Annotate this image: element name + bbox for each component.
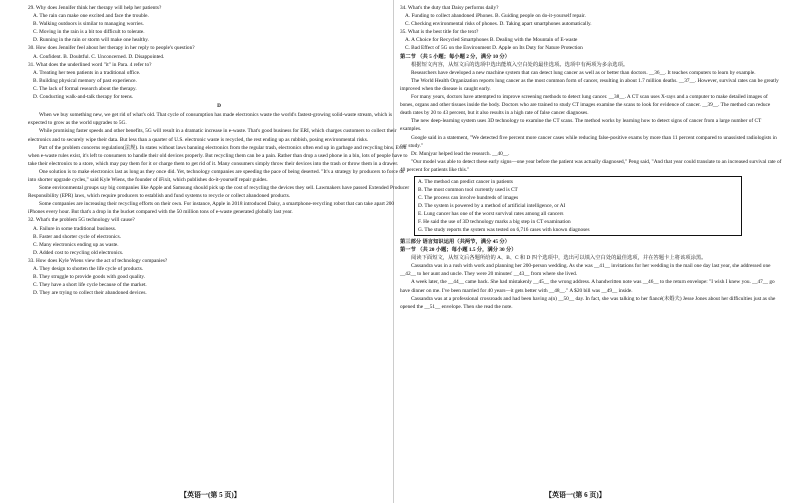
right-upper-line: 第二节 （共 5 小题；每小题 2 分，满分 10 分） [400, 53, 510, 60]
right-lower-line: 第一节 （共 20 小题；每小题 1.5 分，满分 30 分） [400, 247, 517, 254]
option-item: C. The process can involve hundreds of images [418, 194, 519, 201]
left-line: 30. How does Jennifer feel about her therapy in her reply to people's question? [28, 45, 195, 52]
left-page-column [28, 4, 410, 297]
options-box [414, 176, 742, 236]
right-lower-line: 第三部分 语言知识运用（共两节，满分 45 分） [400, 238, 510, 245]
right-upper-line: C. Checking environmental risks of phones. D. Taking apart smartphones automatically. [405, 21, 592, 28]
left-line: 31. What does the underlined word "it" in Para. 4 refer to? [28, 61, 152, 68]
left-line: 32. What's the problem 5G technology will cause? [28, 217, 135, 224]
left-line: B. Faster and shorter cycle of electronics. [33, 233, 121, 240]
left-line: 33. How does Kyle Wiens view the act of technology companies? [28, 257, 168, 264]
right-upper-line: For many years, doctors have attempted to improve screening methods to detect lung cancer. __38__. A CT scan uses X-rays and a computer to make detailed images of bones, organs and other tissues inside the body. Doctors who are trained to study CT images examine the scans to look for evidence of cancer. __39__. The method can reduce death rates by 20 to 43 percent, but it also results in a high rate of false cancer diagnoses. [400, 94, 771, 117]
left-line: C. The lack of formal research about the therapy. [33, 85, 137, 92]
right-upper-line: Dr. Munjyar helped lead the research. __40__. [411, 150, 510, 157]
left-line: Some environmental groups say big companies like Apple and Samsung should pick up the cost of recycling the devices they sell. Lawmakers have passed Extended Producer Responsibility (EPR) laws, which require producers to establish and fund systems to recycle or collect abandoned products. [28, 185, 410, 200]
right-lower-line: 阅读下面短文，从短文后各题所给的 A、B、C 和 D 四个选项中，选出可以填入空白处的最佳选项，并在答题卡上将该项涂黑。 [411, 255, 707, 262]
left-line: A. Confident. B. Doubtful. C. Unconcerned. D. Disappointed. [33, 53, 165, 60]
left-line: D. Running in the rain or storm will make one healthy. [33, 37, 149, 44]
left-line: One solution is to make electronics last as long as they once did. Yet, technology companies are speeding the pace of being deserted. "It's a strategy by producers to force us into shorter upgrade cycles," said Kyle Wiens, the founder of iFixit, which publishes do-it-yourself repair guides. [28, 168, 404, 183]
left-line: D. Conducting walk-and-talk therapy for teens. [33, 94, 134, 101]
left-line: B. Walking outdoors is similar to managing worries. [33, 21, 144, 28]
left-line: Some companies are increasing their recycling efforts on their own. For instance, Apple in 2018 introduced Daisy, a smartphone-recycling robot that can take apart 200 iPhones every hour. But that's a drop in the bucket compared with the 50 million tons of e-waste generated globally last year. [28, 201, 395, 216]
right-upper-line: The new deep-learning system uses 3D technology to examine the CT scans. The method works by learning how to detect signs of cancer from a large number of CT examples. [400, 118, 762, 133]
option-item: F. He said the use of 3D technology marks a big step in CT examination [418, 218, 571, 225]
right-upper-line: 35. What is the best title for the text? [400, 29, 479, 36]
right-upper-line: C. Bad Effect of 5G on the Environment D. Apple on Its Duty for Nature Protection [405, 45, 583, 52]
right-upper-line: A. Funding to collect abandoned iPhones. B. Guiding people on do-it-yourself repair. [405, 13, 586, 20]
right-lower-line: Cassandra was at a professional crossroads and had been having a(n) __50__ day. In fact, she was talking to her fiancé(未婚夫) Jesse Jones about her difficulties just as she opened the __51__ envelope. Then she read the note. [400, 295, 776, 310]
right-lower-line: Cassandra was in a rush with work and planning her 200-person wedding. As she was __41__ invitations for her wedding in the mail one day last year, she addressed one __42__ to her aunt and uncle. They were 20 minutes' __43__ from where she lived. [400, 263, 771, 278]
right-upper-line: A. A Choice for Recycled Smartphones B. Dealing with the Mountain of E-waste [405, 37, 578, 44]
option-item: B. The most common tool currently used is CT [418, 186, 518, 193]
right-upper-text [400, 4, 782, 174]
page-footer-left: 【英语一(第 5 页)】 [180, 491, 241, 499]
left-line: While promising faster speeds and other benefits, 5G will result in a dramatic increase in e-waste. That's good business for ERI, which charges customers to collect their electronics and to securely wipe their data. But less than a quarter of U.S. electronic waste is recycled, the rest ending up as rubbish, posing environmental risks. [28, 128, 397, 143]
left-line: A. Failure in some traditional business. [33, 225, 117, 232]
option-item: D. The system is powered by a method of artificial intelligence, or AI [418, 202, 566, 209]
left-line: C. They have a short life cycle because of the market. [33, 282, 147, 289]
left-line: A. The rain can make one excited and face the trouble. [33, 13, 149, 20]
right-upper-line: Researchers have developed a new machine system that can detect lung cancer as well as or better than doctors. __36__. It teaches computers to learn by example. [411, 69, 756, 76]
left-line: D. Added cost to recycling old electronics. [33, 249, 124, 256]
left-line: Part of the problem concerns regulation(法规). In states without laws banning electronics from the regular trash, electronics often end up in garbage and recycling bins. Even when e-waste rules exist, it's left to consumers to handle their old devices properly. But recycling them can be a pain. Rather than drop a used phone in a bin, lots of people have to take their electronics to a store, which may pay them for it or charge them to get rid of it. Many consumers simply throw their devices into the trash or throw them in a drawer. [28, 144, 408, 167]
option-item: A. The method can predict cancer in patients [418, 178, 513, 185]
page-footer-right: 【英语一(第 6 页)】 [545, 491, 606, 499]
right-page-column [400, 4, 782, 311]
left-line: B. They struggle to provide goods with good quality. [33, 274, 145, 281]
right-upper-line: 根据短文内容，从短文后的选项中选出能填入空白处的最佳选项。选项中有两项为多余选项。 [411, 61, 629, 68]
option-item: G. The study reports the system was tested on 6,716 cases with known diagnoses [418, 226, 590, 233]
left-line: D. They are trying to collect their abandoned devices. [33, 290, 147, 297]
left-line: When we buy something new, we get rid of what's old. That cycle of consumption has made electronics waste the world's fastest-growing solid-waste stream, which is expected to grow as the world upgrades to 5G. [28, 112, 393, 127]
option-item: E. Lung cancer has one of the worst survival rates among all cancers [418, 210, 564, 217]
right-upper-line: "Our model was able to detect these early signs—one year before the patient was actually diagnosed," Peng said, "And that year could translate to an increased survival rate of 40 percent for patients like this." [400, 158, 782, 173]
right-upper-line: Google said in a statement, "We detected five percent more cancer cases while reducing false-positive exams by more than 11 percent compared to unassisted radiologists in our study." [400, 134, 777, 149]
left-line: B. Building physical memory of past experience. [33, 77, 137, 84]
right-lower-text [400, 238, 782, 311]
left-line: A. Treating her teen patients in a traditional office. [33, 69, 141, 76]
left-line: A. They design to shorten the life cycle of products. [33, 266, 144, 272]
right-lower-line: A week later, the __44__ came back. She had mistakenly __45__ the wrong address. A handwritten note was __46__ to the return envelope: "I wish I knew you. __47__ go have dinner on me. I've been married for 40 years—it gets better with __48__." A $20 bill was __49__ inside. [400, 279, 775, 294]
right-upper-line: The World Health Organization reports lung cancer as the most common form of cancer, resulting in about 1.7 million deaths. __37__. However, survival rates can be greatly improved when the disease is caught early. [400, 77, 779, 92]
left-line: 29. Why does Jennifer think her therapy will help her patients? [28, 5, 162, 11]
left-line: D [217, 103, 221, 110]
left-line: C. Many electronics ending up as waste. [33, 241, 119, 248]
left-line: C. Moving in the rain is a bit too difficult to tolerate. [33, 29, 145, 36]
right-upper-line: 34. What's the duty that Daisy performs daily? [400, 5, 499, 11]
